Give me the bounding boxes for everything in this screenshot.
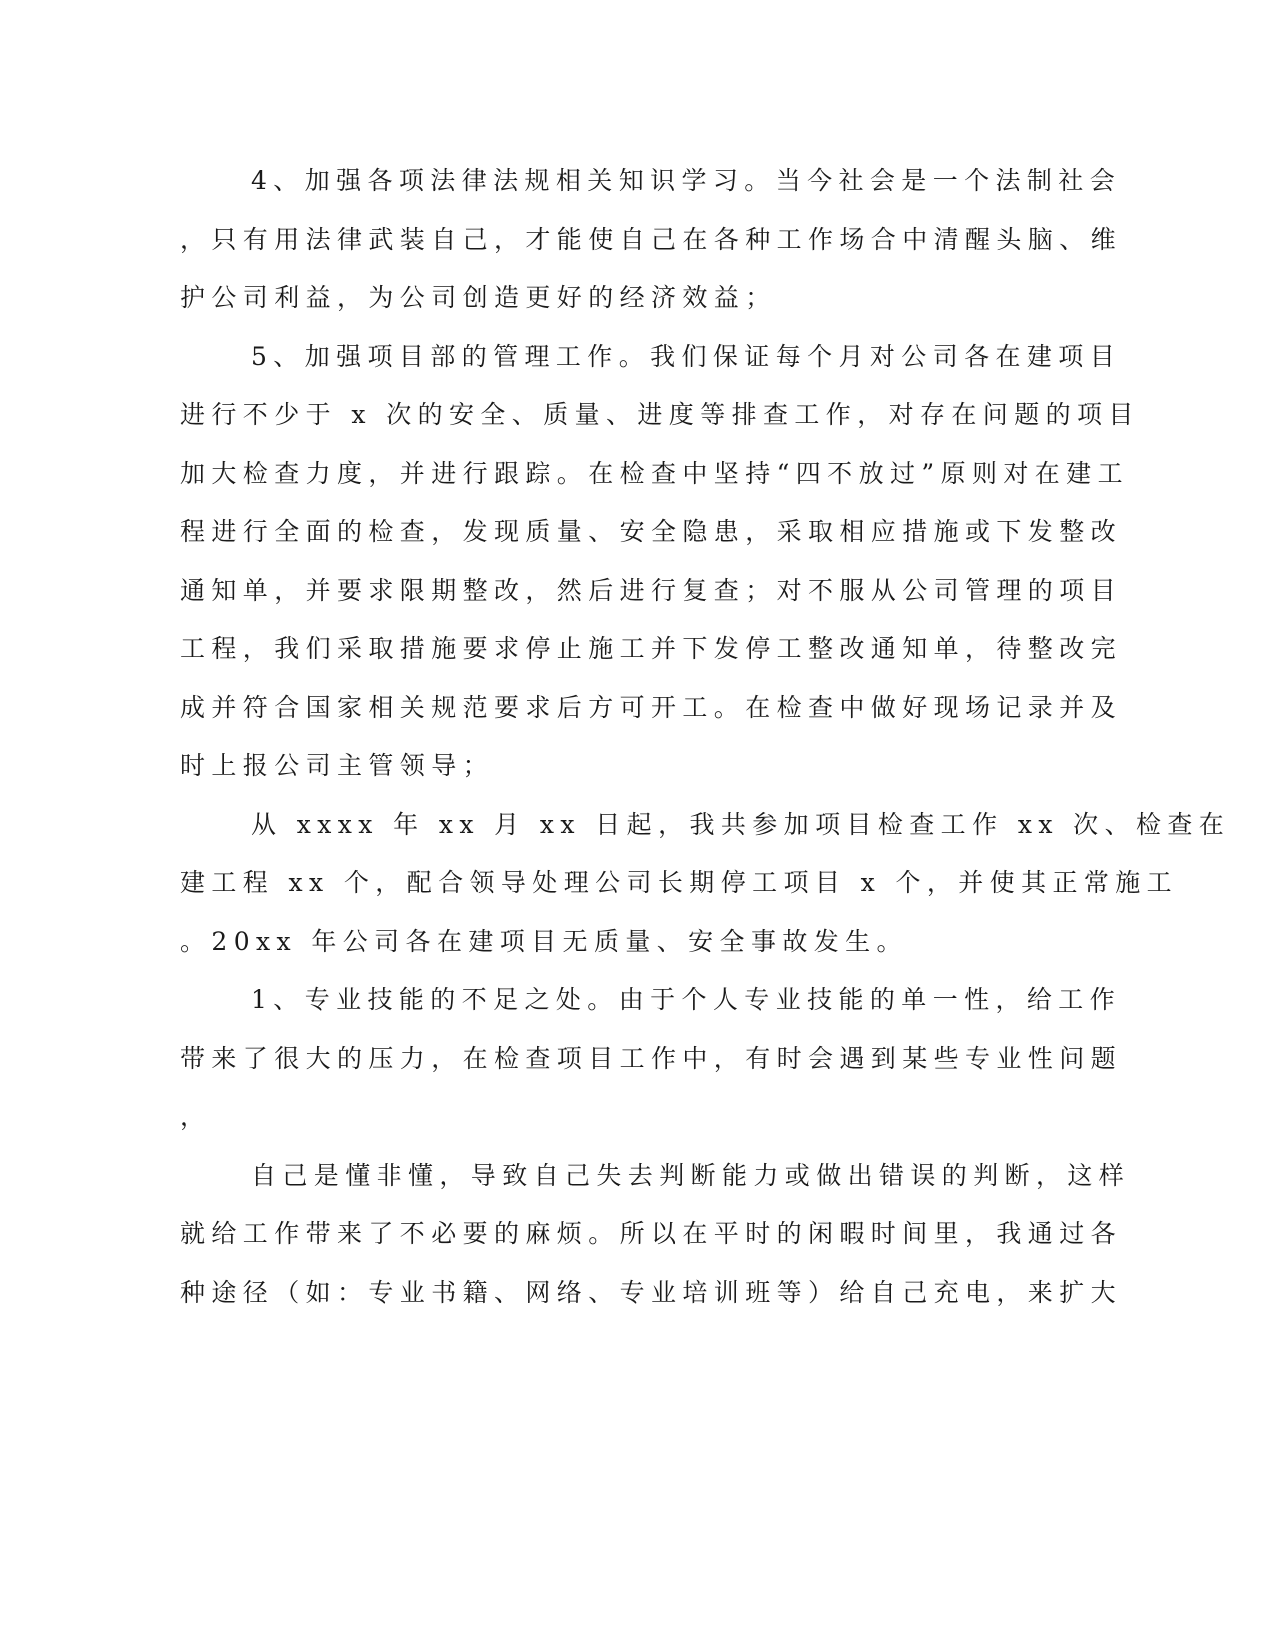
text-line: 时上报公司主管领导； [180,751,495,780]
text-line: 1、专业技能的不足之处。由于个人专业技能的单一性，给工作 [251,985,1122,1014]
text-line: 成并符合国家相关规范要求后方可开工。在检查中做好现场记录并及 [180,693,1123,722]
text-line: 护公司利益，为公司创造更好的经济效益； [180,283,777,312]
text-line: 工程，我们采取措施要求停止施工并下发停工整改通知单，待整改完 [180,634,1123,663]
text-line: 从 xxxx 年 xx 月 xx 日起，我共参加项目检查工作 xx 次、检查在 [251,810,1231,839]
text-line: 种途径（如：专业书籍、网络、专业培训班等）给自己充电，来扩大 [180,1278,1123,1307]
text-line: 。20xx 年公司各在建项目无质量、安全事故发生。 [180,927,908,956]
text-line: 4、加强各项法律法规相关知识学习。当今社会是一个法制社会 [251,166,1122,195]
text-line: 进行不少于 x 次的安全、质量、进度等排查工作，对存在问题的项目 [180,400,1140,429]
text-line: 5、加强项目部的管理工作。我们保证每个月对公司各在建项目 [251,342,1122,371]
text-line: 自己是懂非懂，导致自己失去判断能力或做出错误的判断，这样 [251,1161,1131,1190]
text-line: 程进行全面的检查，发现质量、安全隐患，采取相应措施或下发整改 [180,517,1123,546]
text-line: 通知单，并要求限期整改，然后进行复查；对不服从公司管理的项目 [180,576,1123,605]
text-line: 就给工作带来了不必要的麻烦。所以在平时的闲暇时间里，我通过各 [180,1219,1123,1248]
text-line: ，只有用法律武装自己，才能使自己在各种工作场合中清醒头脑、维 [180,225,1123,254]
text-line: 带来了很大的压力，在检查项目工作中，有时会遇到某些专业性问题 [180,1044,1123,1073]
text-line: 建工程 xx 个，配合领导处理公司长期停工项目 x 个，并使其正常施工 [180,868,1179,897]
text-line: ， [180,1102,212,1131]
text-line: 加大检查力度，并进行跟踪。在检查中坚持“四不放过”原则对在建工 [180,459,1129,488]
